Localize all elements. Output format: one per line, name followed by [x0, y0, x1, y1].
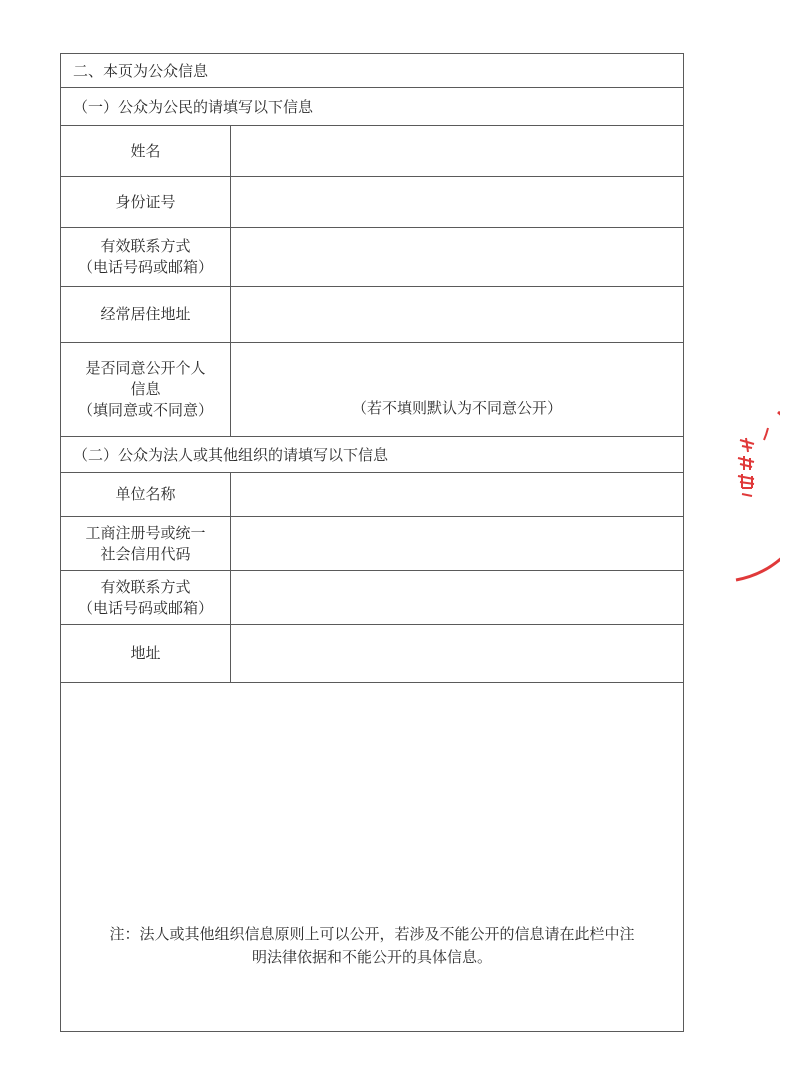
consent-field[interactable]	[231, 343, 683, 436]
unit-name-label: 单位名称	[61, 473, 231, 516]
name-field[interactable]	[231, 126, 683, 176]
citizen-id-row	[61, 177, 683, 228]
unit-name-field[interactable]	[231, 473, 683, 516]
citizen-contact-label: 有效联系方式 （电话号码或邮箱）	[61, 228, 231, 286]
id-number-field[interactable]	[231, 177, 683, 227]
org-address-label: 地址	[61, 625, 231, 682]
citizen-heading: （一）公众为公民的请填写以下信息	[73, 98, 314, 116]
consent-label: 是否同意公开个人 信息 （填同意或不同意）	[61, 343, 231, 436]
registration-code-label: 工商注册号或统一 社会信用代码	[61, 517, 231, 570]
red-seal-stamp	[720, 410, 780, 585]
section-title-row	[61, 54, 683, 88]
org-contact-label: 有效联系方式 （电话号码或邮箱）	[61, 571, 231, 624]
org-address-field[interactable]	[231, 625, 683, 682]
residence-address-label: 经常居住地址	[61, 287, 231, 342]
org-contact-row	[61, 571, 683, 625]
notes-area[interactable]	[61, 683, 683, 1031]
citizen-name-row	[61, 126, 683, 177]
citizen-heading-row	[61, 88, 683, 126]
registration-code-field[interactable]	[231, 517, 683, 570]
consent-hint: （若不填则默认为不同意公开）	[351, 399, 562, 417]
org-heading: （二）公众为法人或其他组织的请填写以下信息	[73, 446, 389, 464]
citizen-address-row	[61, 287, 683, 343]
id-number-label: 身份证号	[61, 177, 231, 227]
org-contact-field[interactable]	[231, 571, 683, 624]
org-reg-row	[61, 517, 683, 571]
org-name-row	[61, 473, 683, 517]
note-text: 注：法人或其他组织信息原则上可以公开，若涉及不能公开的信息请在此栏中注 明法律依据和不能公开的具体信息。	[109, 925, 635, 966]
seal-characters	[738, 438, 754, 496]
org-address-row	[61, 625, 683, 683]
name-label: 姓名	[61, 126, 231, 176]
citizen-contact-row	[61, 228, 683, 287]
seal-arc	[736, 412, 780, 580]
public-info-form	[60, 53, 684, 1032]
citizen-contact-field[interactable]	[231, 228, 683, 286]
org-heading-row	[61, 437, 683, 473]
residence-address-field[interactable]	[231, 287, 683, 342]
section-title: 二、本页为公众信息	[73, 62, 209, 80]
citizen-consent-row	[61, 343, 683, 437]
